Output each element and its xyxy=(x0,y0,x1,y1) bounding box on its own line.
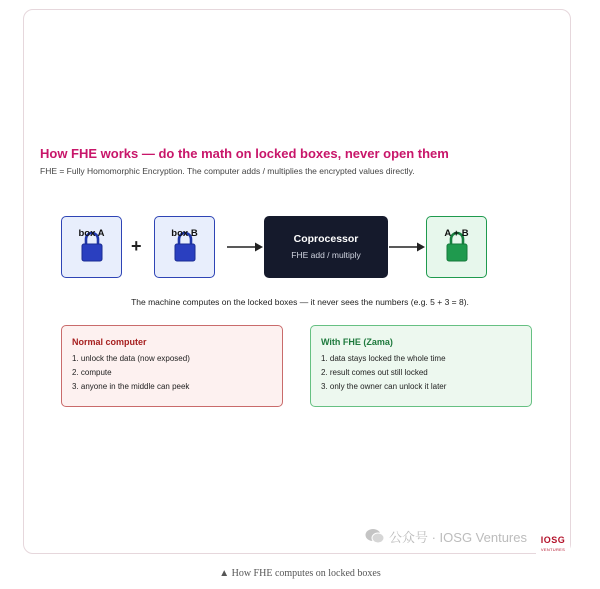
box-a-label: box A xyxy=(78,228,105,239)
explanation-note: The machine computes on the locked boxes — it never sees the numbers (e.g. 5 + 3 = 8). xyxy=(131,297,469,307)
result-box xyxy=(426,216,487,278)
wechat-icon xyxy=(365,528,385,544)
arrow-right-icon xyxy=(226,241,264,253)
box-b xyxy=(154,216,215,278)
result-label: A + B xyxy=(444,228,469,239)
figure-card xyxy=(23,9,571,554)
step-list xyxy=(72,352,190,394)
coprocessor-box xyxy=(264,216,388,278)
fhe-panel xyxy=(310,325,532,407)
list-item: 2. result comes out still locked xyxy=(321,368,428,377)
iosg-logo xyxy=(536,536,570,554)
watermark-text: 公众号 · IOSG Ventures xyxy=(389,530,527,545)
plus-sign: + xyxy=(131,236,142,256)
normal-computer-panel xyxy=(61,325,283,407)
arrow-right-icon xyxy=(388,241,426,253)
box-b-label: box B xyxy=(171,228,198,239)
list-item: 2. compute xyxy=(72,368,112,377)
panel-title: With FHE (Zama) xyxy=(321,337,393,347)
logo-main: IOSG xyxy=(540,535,566,545)
figure-caption: ▲ How FHE computes on locked boxes xyxy=(219,568,381,579)
box-a xyxy=(61,216,122,278)
list-item: 3. only the owner can unlock it later xyxy=(321,382,447,391)
list-item: 1. unlock the data (now exposed) xyxy=(72,354,190,363)
list-item: 3. anyone in the middle can peek xyxy=(72,382,190,391)
diagram-title: How FHE works — do the math on locked boxes, never open them xyxy=(40,146,449,161)
coprocessor-title: Coprocessor xyxy=(293,233,359,245)
logo-sub: VENTURES xyxy=(540,547,566,552)
coprocessor-subtitle: FHE add / multiply xyxy=(291,250,361,260)
step-list xyxy=(321,352,446,394)
diagram-subtitle: FHE = Fully Homomorphic Encryption. The computer adds / multiplies the encrypted values directly. xyxy=(40,166,415,176)
list-item: 1. data stays locked the whole time xyxy=(321,354,446,363)
panel-title: Normal computer xyxy=(72,337,147,347)
